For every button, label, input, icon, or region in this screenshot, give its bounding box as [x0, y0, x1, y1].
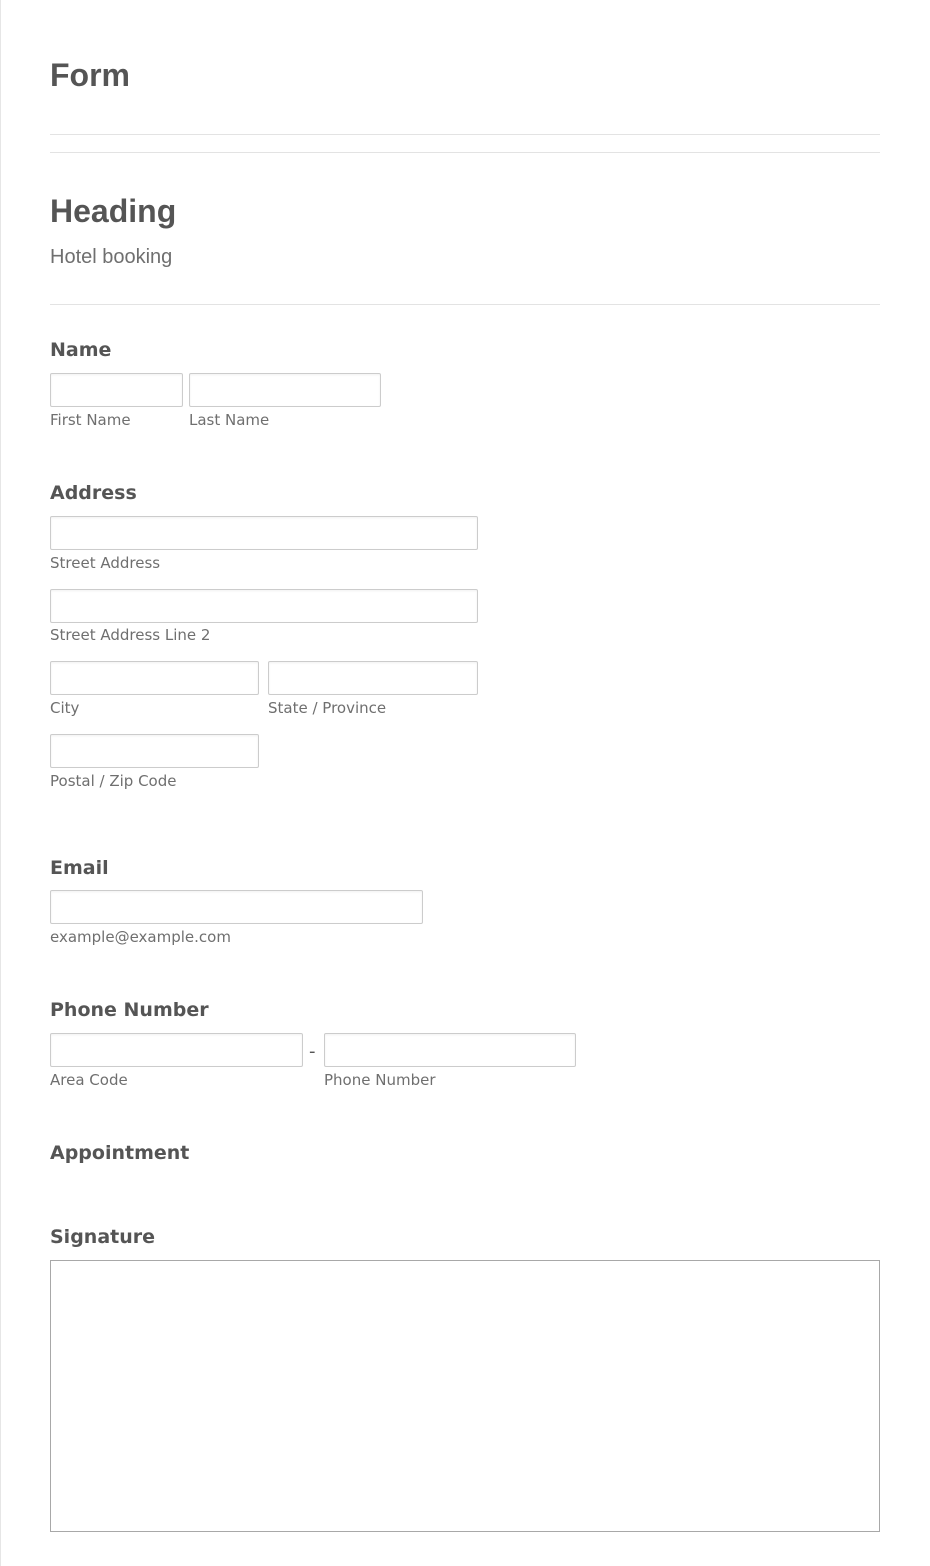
- state-province-sublabel: State / Province: [268, 699, 387, 717]
- name-label: Name: [50, 339, 112, 361]
- phone-number-sublabel: Phone Number: [324, 1071, 436, 1089]
- postal-code-input[interactable]: [50, 734, 259, 768]
- area-code-sublabel: Area Code: [50, 1071, 128, 1089]
- street-address-line2-input[interactable]: [50, 589, 478, 623]
- last-name-sublabel: Last Name: [189, 411, 270, 429]
- email-label: Email: [50, 857, 109, 879]
- city-input[interactable]: [50, 661, 259, 695]
- section-heading: Heading: [50, 193, 177, 229]
- section-subheading: Hotel booking: [50, 246, 173, 268]
- street-address-line2-sublabel: Street Address Line 2: [50, 626, 211, 644]
- signature-pad[interactable]: [50, 1260, 880, 1532]
- city-sublabel: City: [50, 699, 80, 717]
- signature-label: Signature: [50, 1226, 156, 1248]
- email-input[interactable]: [50, 890, 423, 924]
- first-name-input[interactable]: [50, 373, 183, 407]
- email-sublabel: example@example.com: [50, 928, 231, 946]
- street-address-input[interactable]: [50, 516, 478, 550]
- first-name-sublabel: First Name: [50, 411, 131, 429]
- state-province-input[interactable]: [268, 661, 478, 695]
- section-bottom-divider: [50, 304, 880, 305]
- phone-label: Phone Number: [50, 999, 209, 1021]
- last-name-input[interactable]: [189, 373, 381, 407]
- page-left-border: [0, 0, 1, 1566]
- section-top-divider: [50, 152, 880, 153]
- appointment-label: Appointment: [50, 1142, 190, 1164]
- street-address-sublabel: Street Address: [50, 554, 161, 572]
- form-title: Form: [50, 57, 130, 93]
- address-label: Address: [50, 482, 137, 504]
- phone-separator: -: [309, 1041, 316, 1062]
- title-divider: [50, 134, 880, 135]
- area-code-input[interactable]: [50, 1033, 303, 1067]
- postal-code-sublabel: Postal / Zip Code: [50, 772, 177, 790]
- phone-number-input[interactable]: [324, 1033, 576, 1067]
